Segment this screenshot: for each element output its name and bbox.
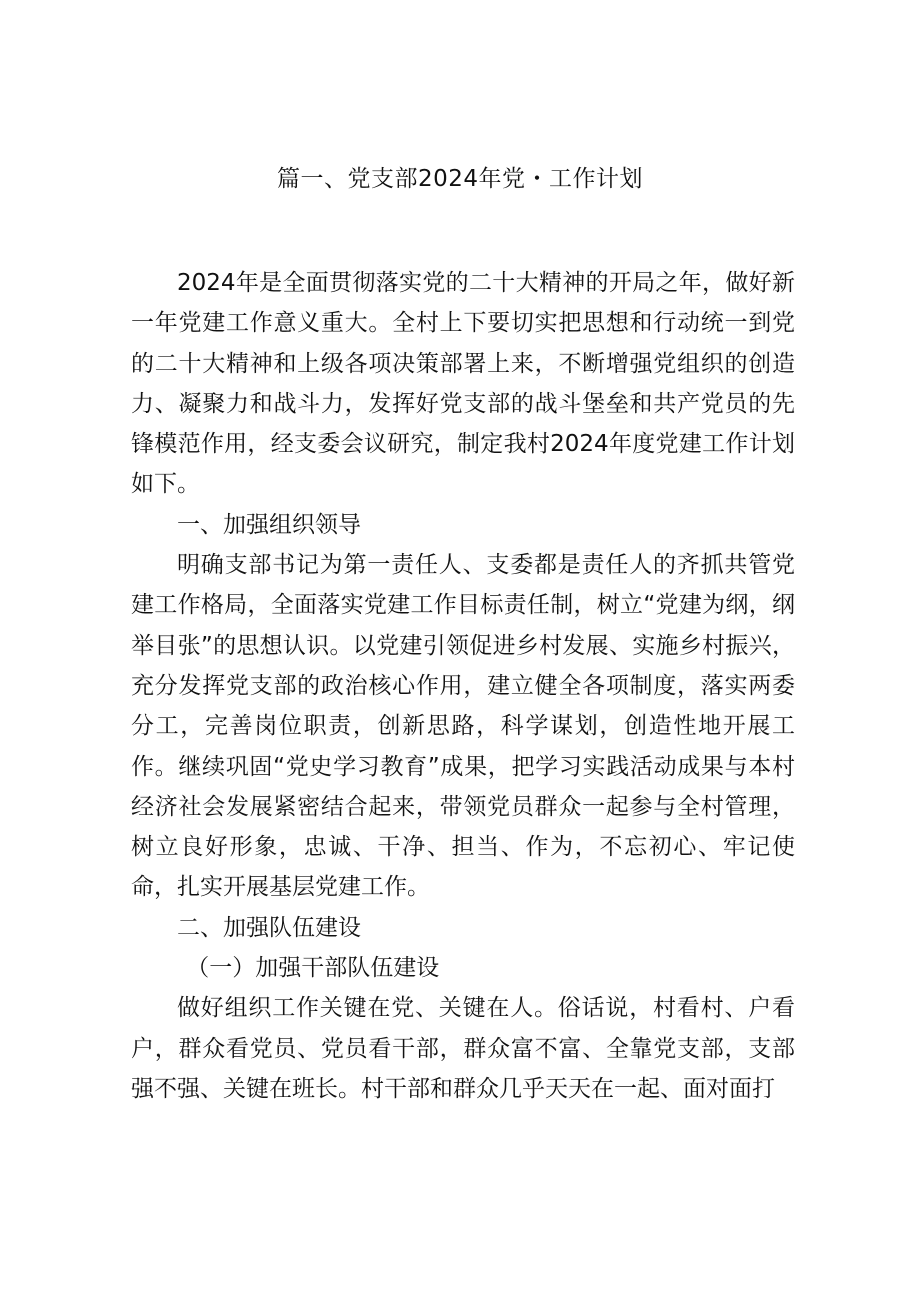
section-1-heading: 一、加强组织领导 — [177, 511, 361, 538]
document-body — [131, 263, 795, 1109]
section-1-paragraph: 明确支部书记为第一责任人、支委都是责任人的齐抓共管党建工作格局，全面落实党建工作目标责任制，树立“党建为纲，纲举目张”的思想认识。以党建引领促进乡村发展、实施乡村振兴，充分发挥党支部的政治核心作用，建立健全各项制度，落实两委分工，完善岗位职责，创新思路，科学谋划，创造性地开展工作。继续巩固“党史学习教育”成果，把学习实践活动成果与本村经济社会发展紧密结合起来，带领党员群众一起参与全村管理，树立良好形象，忠诚、干净、担当、作为，不忘初心、牢记使命，扎实开展基层党建工作。 — [131, 552, 795, 901]
intro-paragraph: 2024年是全面贯彻落实党的二十大精神的开局之年，做好新一年党建工作意义重大。全村上下要切实把思想和行动统一到党的二十大精神和上级各项决策部署上来，不断增强党组织的创造力、凝聚力和战斗力，发挥好党支部的战斗堡垒和共产党员的先锋模范作用，经支委会议研究，制定我村2024年度党建工作计划如下。 — [131, 270, 795, 498]
section-2-sub-1-paragraph: 做好组织工作关键在党、关键在人。俗话说，村看村、户看户，群众看党员、党员看干部，群众富不富、全靠党支部，支部强不强、关键在班长。村干部和群众几乎天天在一起、面对面打 — [131, 995, 795, 1102]
section-2-subheading-1: （一）加强干部队伍建设 — [186, 955, 440, 982]
section-2-heading: 二、加强队伍建设 — [177, 914, 361, 941]
document-title: 篇一、党支部2024年党・工作计划 — [276, 166, 644, 192]
